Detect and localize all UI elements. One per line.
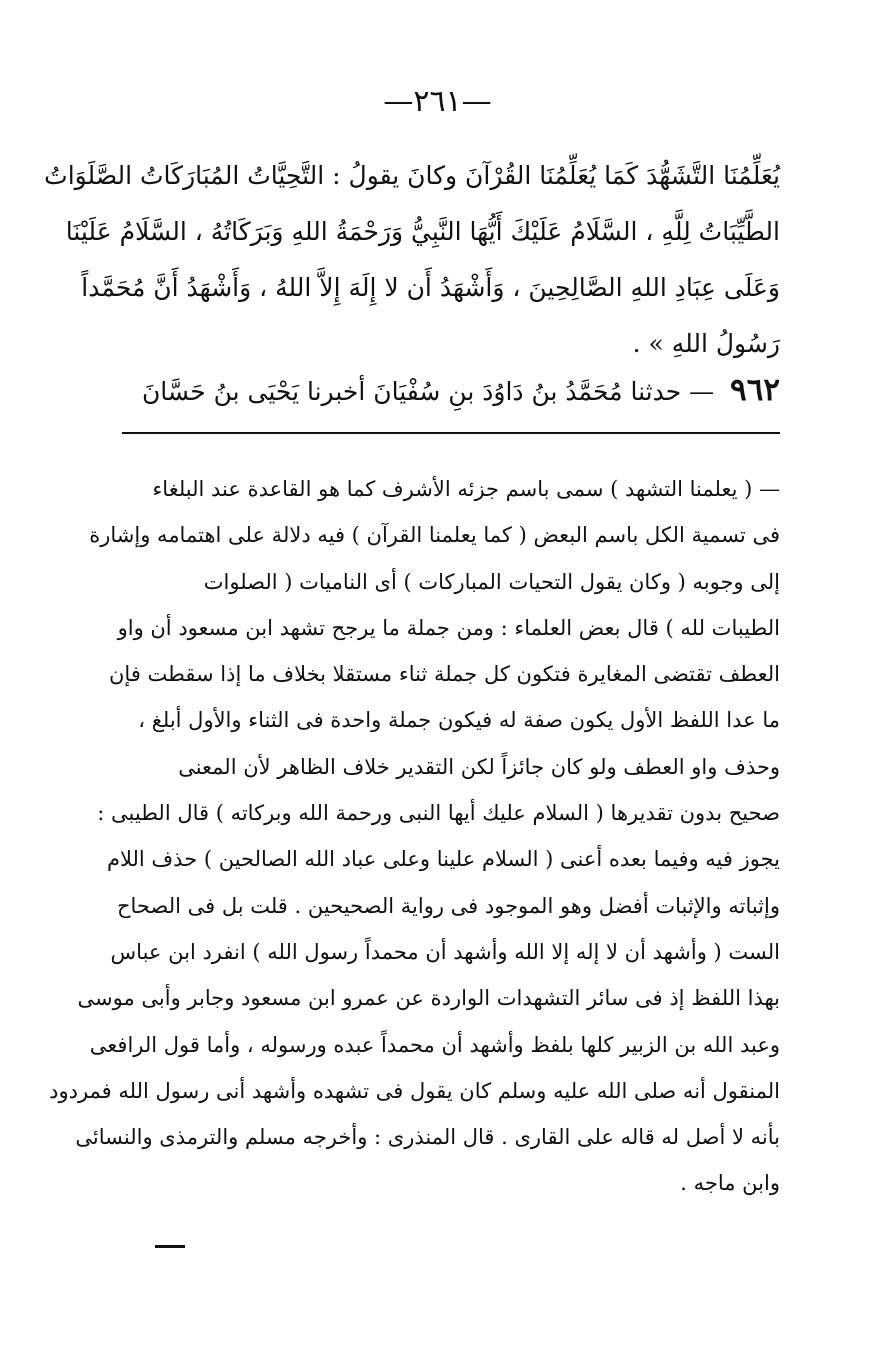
page-number: —٢٦١— [383, 84, 492, 119]
main-text-line: الطَّيِّبَاتُ لِلَّهِ ، السَّلَامُ عَلَيْكَ أَيُّهَا النَّبِيُّ وَرَحْمَةُ اللهِ وَبَرَكَاتُهُ ، السَّلَامُ عَلَيْنَا [65, 217, 780, 246]
commentary-line: وإثباته والإثبات أفضل وهو الموجود فى رواية الصحيحين . قلت بل فى الصحاح [116, 893, 780, 918]
commentary-line: بأنه لا أصل له قاله على القارى . قال المنذرى : وأخرجه مسلم والترمذى والنسائى [75, 1125, 780, 1150]
commentary-line: الطيبات لله ) قال بعض العلماء : ومن جملة ما يرجح تشهد ابن مسعود أن واو [117, 615, 780, 640]
commentary-line: العطف تقتضى المغايرة فتكون كل جملة ثناء مستقلا بخلاف ما إذا سقطت فإن [109, 662, 780, 687]
hadith-chain-text: — حدثنا مُحَمَّدُ بنُ دَاوُدَ بنِ سُفْيَانَ أخبرنا يَحْيَى بنُ حَسَّانَ [141, 377, 715, 406]
commentary-line: وحذف واو العطف ولو كان جائزاً لكن التقدير خلاف الظاهر لأن المعنى [178, 754, 780, 779]
commentary-line: وابن ماجه . [680, 1171, 780, 1196]
commentary-line: بهذا اللفظ إذ فى سائر التشهدات الواردة عن عمرو ابن مسعود وجابر وأبى موسى [77, 986, 780, 1011]
commentary-line: — ( يعلمنا التشهد ) سمى باسم جزئه الأشرف كما هو القاعدة عند البلغاء [152, 477, 780, 501]
main-text-line: رَسُولُ اللهِ » . [632, 329, 780, 358]
commentary-line: فى تسمية الكل باسم البعض ( كما يعلمنا القرآن ) فيه دلالة على اهتمامه وإشارة [89, 523, 780, 548]
commentary-block [49, 466, 780, 1207]
end-of-commentary-mark [155, 1245, 185, 1248]
commentary-line: يجوز فيه وفيما بعده أعنى ( السلام علينا وعلى عباد الله الصالحين ) حذف اللام [106, 847, 780, 872]
commentary-line: وعبد الله بن الزبير كلها بلفظ وأشهد أن محمداً عبده ورسوله ، وأما قول الرافعى [89, 1032, 780, 1057]
footnote-divider [122, 432, 780, 434]
commentary-line: ما عدا اللفظ الأول يكون صفة له فيكون جملة واحدة فى الثناء والأول أبلغ ، [138, 708, 780, 733]
hadith-heading [120, 370, 780, 412]
main-text-line: وَعَلَى عِبَادِ اللهِ الصَّالِحِينَ ، وَأَشْهَدُ أَن لا إِلَهَ إِلاَّ اللهُ ، وَأَشْهَدُ أَنَّ مُحَمَّداً [81, 273, 780, 302]
main-text-line: يُعَلِّمُنَا التَّشَهُّدَ كَمَا يُعَلِّمُنَا القُرْآنَ وكانَ يقولُ : التَّحِيَّاتُ المُبَارَكَاتُ الصَّلَوَاتُ [44, 161, 780, 190]
commentary-line: الست ( وأشهد أن لا إله إلا الله وأشهد أن محمداً رسول الله ) انفرد ابن عباس [110, 939, 780, 964]
commentary-line: صحيح بدون تقديرها ( السلام عليك أيها النبى ورحمة الله وبركاته ) قال الطيبى : [97, 801, 780, 826]
commentary-line: المنقول أنه صلى الله عليه وسلم كان يقول فى تشهده وأشهد أنى رسول الله فمردود [49, 1078, 780, 1103]
hadith-number: ٩٦٢ [730, 372, 780, 408]
hadith-text-block [44, 148, 780, 372]
commentary-line: إلى وجوبه ( وكان يقول التحيات المباركات ) أى الناميات ( الصلوات [203, 569, 780, 594]
